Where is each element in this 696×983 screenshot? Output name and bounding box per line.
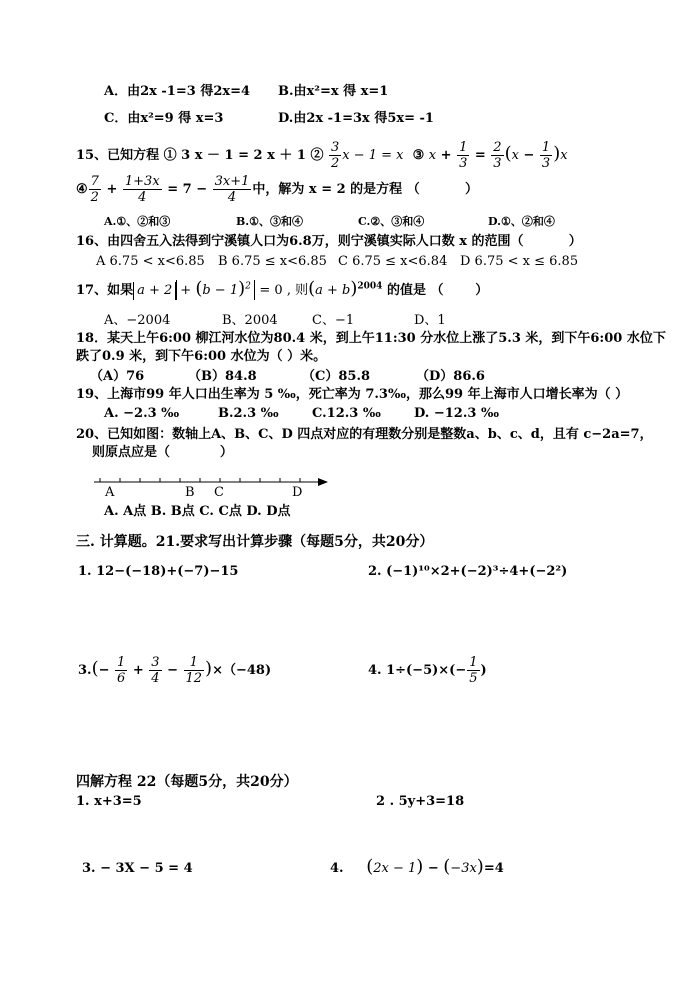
number-line-label-a: A — [105, 485, 115, 500]
q14-option-c: C．由x²=9 得 x=3 — [104, 111, 224, 126]
q17-option-a: A、−2004 — [104, 313, 171, 328]
q18-line1: 18．某天上午6:00 柳江河水位为80.4 米，到上午11:30 分水位上涨了5.3 米，到下午6:00 水位下 — [76, 331, 666, 346]
q17-option-b: B、2004 — [222, 313, 278, 328]
q17-option-c: C、−1 — [312, 313, 355, 328]
q14-option-d: D.由2x -1=3x 得5x= -1 — [278, 111, 434, 126]
number-line-label-c: C — [214, 485, 224, 500]
q14-option-b: B.由x²=x 得 x=1 — [278, 84, 389, 99]
q15-eq3-mark: ③ — [412, 148, 425, 163]
q16-option-c: C 6.75 ≤ x<6.84 — [338, 254, 448, 269]
equation-2: 2 . 5y+3=18 — [376, 794, 465, 809]
q15-question: 中，解为 x = 2 的是方程 （ — [252, 182, 420, 197]
q18-option-b: （B）84.8 — [188, 369, 257, 384]
q18-option-c: （C）85.8 — [302, 369, 371, 384]
number-line-arrow-icon — [318, 478, 328, 486]
equation-4: 4. (2x − 1) − (−3x)=4 — [330, 856, 504, 877]
q16-option-b: B 6.75 ≤ x<6.85 — [218, 254, 327, 269]
fraction-3-2: $\frac{3}{2}$ — [330, 140, 340, 171]
q17-option-d: D、1 — [414, 313, 446, 328]
q19-option-c: C.12.3 ‰ — [312, 406, 381, 421]
q15-eq4-mark: ④ — [76, 182, 88, 197]
q15-stem: 15、已知方程 ① 3 x － 1 = 2 x ＋ 1 ② — [76, 148, 324, 163]
q18-option-a: （A）76 — [90, 369, 145, 384]
q15-option-b: B.①、③和④ — [236, 215, 303, 228]
calc-problem-1: 1. 12−(−18)+(−7)−15 — [78, 564, 239, 579]
equation-1: 1. x+3=5 — [76, 794, 142, 809]
calc-problem-4: 4. 1÷(−5)×(− $\frac{1}{5}$ ) — [368, 655, 487, 686]
q15-option-d: D.①、②和④ — [488, 215, 555, 228]
q19-option-a: A. −2.3 ‰ — [104, 406, 180, 421]
section4-title: 四解方程 22（每题5分，共20分） — [76, 774, 298, 790]
q15-line2: ④ $\frac{7}{2}$ + $\frac{1+3x}{4}$ = 7 − $\frac{3x+1}{4}$ 中，解为 x = 2 的是方程 （ ） — [76, 174, 478, 205]
number-line-label-d: D — [292, 485, 303, 500]
q15-line1: 15、已知方程 ① 3 x － 1 = 2 x ＋ 1 ② $\frac{3}{2}$ x − 1 = x ③ x + $\frac{1}{3}$ = $\frac{2}{3}$ (x − $\frac{1}{3}$ )x — [76, 140, 568, 171]
q20-options: A. A点 B. B点 C. C点 D. D点 — [104, 504, 291, 519]
q14-option-a: A．由2x -1=3 得2x=4 — [104, 84, 251, 99]
q18-line2: 跌了0.9 米，到下午6:00 水位为（ ）米。 — [76, 349, 327, 364]
q20-line2: 则原点应是（ ） — [92, 445, 233, 460]
q15-option-c: C.②、③和④ — [358, 215, 425, 228]
q19-stem: 19、上海市99 年人口出生率为 5 ‰，死亡率为 7.3‰，那么99 年上海市人口增长率为（ ） — [76, 387, 629, 402]
section3-title: 三. 计算题。21.要求写出计算步骤（每题5分，共20分） — [76, 534, 434, 550]
q15-eq2: x − 1 = x — [342, 148, 404, 163]
number-line-label-b: B — [185, 485, 195, 500]
q15-option-a: A.①、②和③ — [104, 215, 171, 228]
q18-option-d: （D）86.6 — [416, 369, 485, 384]
calc-problem-3: 3.(− $\frac{1}{6}$ + $\frac{3}{4}$ − $\frac{1}{12}$ )×（−48) — [78, 655, 272, 686]
q16-stem: 16、由四舍五入法得到宁溪镇人口为6.8万，则宁溪镇实际人口数 x 的范围（ ） — [76, 234, 582, 249]
q16-option-a: A 6.75 < x<6.85 — [96, 254, 205, 269]
q19-option-b: B.2.3 ‰ — [218, 406, 279, 421]
q20-line1: 20、已知如图：数轴上A、B、C、D 四点对应的有理数分别是整数a、b、c、d，且有 c−2a=7， — [76, 427, 653, 442]
equation-3: 3. − 3X − 5 = 4 — [82, 861, 193, 876]
number-line-ticks — [100, 478, 300, 482]
q17-stem: 17、如果 $a + 2 + (b - 1)^2 = 0$ , 则$(a + b)^{2004}$ 的值是 （ ） — [76, 278, 489, 299]
q19-option-d: D. −12.3 ‰ — [414, 406, 499, 421]
q16-option-d: D 6.75 < x ≤ 6.85 — [460, 254, 579, 269]
calc-problem-2: 2. (−1)¹⁰×2+(−2)³÷4+(−2²) — [368, 564, 568, 579]
